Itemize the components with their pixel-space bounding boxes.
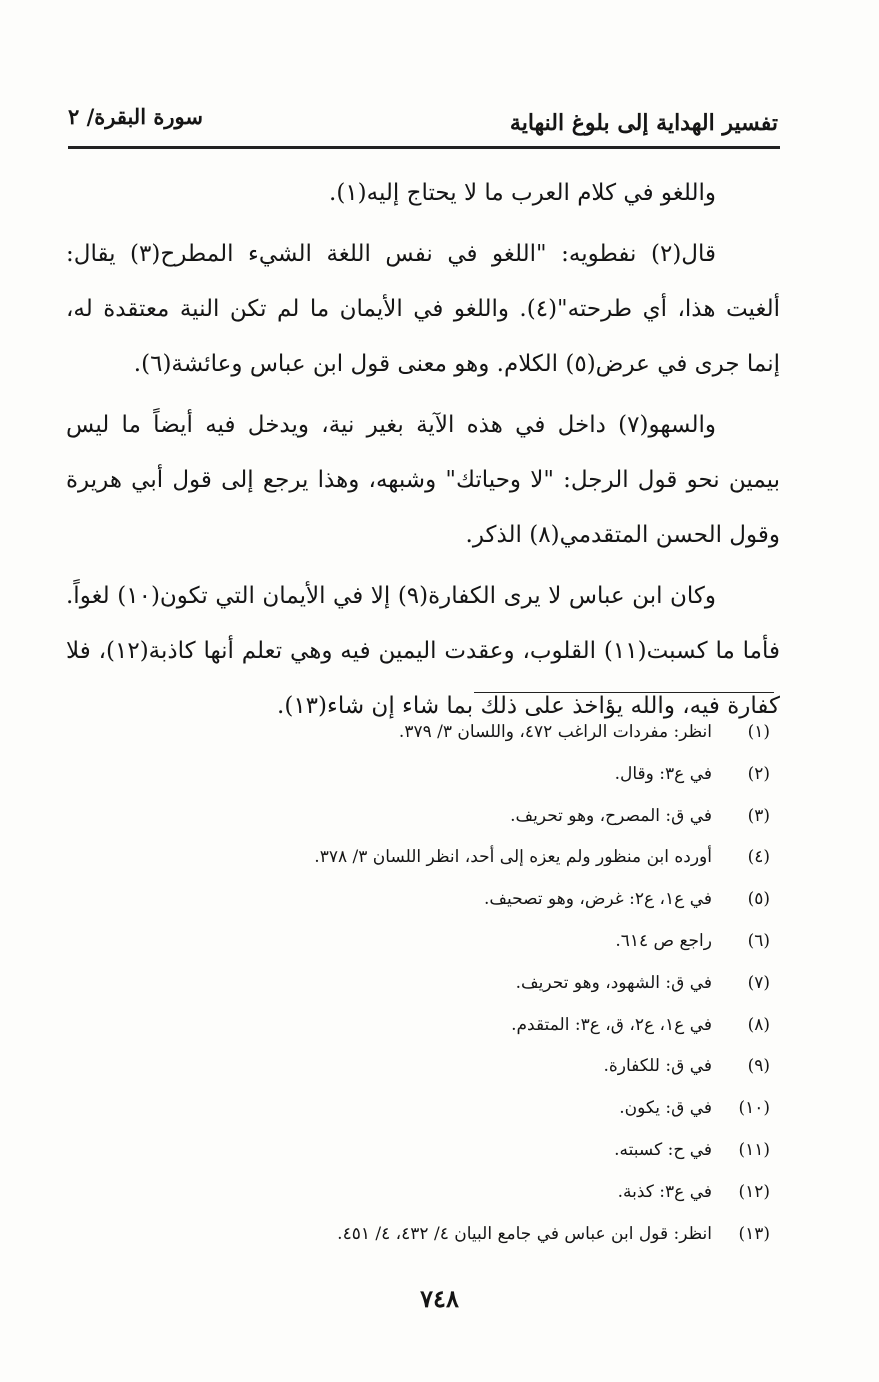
footnote-text: في ح: كسبته. bbox=[614, 1139, 712, 1160]
paragraph: قال(٢) نفطويه: "اللغو في نفس اللغة الشيء المطرح(٣) يقال: ألغيت هذا، أي طرحته"(٤). واللغو في الأيمان ما لم تكن النية معتقدة له، إنما جرى في عرض(٥) الكلام. وهو معنى قول ابن عباس وعائشة(٦). bbox=[66, 241, 780, 377]
footnote-item bbox=[240, 801, 770, 843]
footnote-number: (١٠) bbox=[738, 1098, 770, 1119]
footnote-text: أورده ابن منظور ولم يعزه إلى أحد، انظر اللسان ٣/ ٣٧٨. bbox=[314, 847, 712, 868]
footnote-item bbox=[240, 1219, 770, 1261]
page-number: ٧٤٨ bbox=[420, 1284, 459, 1313]
footnote-text: انظر: مفردات الراغب ٤٧٢، واللسان ٣/ ٣٧٩. bbox=[398, 722, 712, 742]
footnote-number: (١٢) bbox=[738, 1181, 770, 1202]
footnote-item bbox=[240, 1051, 770, 1093]
footnote-item bbox=[240, 1135, 770, 1177]
footnote-text: في ع١، ع٢: غرض، وهو تصحيف. bbox=[484, 889, 712, 910]
footnote-number: (٩) bbox=[747, 1056, 770, 1077]
footnote-item bbox=[240, 717, 770, 759]
footnote-text: راجع ص ٦١٤. bbox=[615, 930, 712, 951]
surah-label: سورة البقرة/ ٢ bbox=[68, 104, 203, 129]
footnote-text: في ع٣: كذبة. bbox=[617, 1181, 712, 1202]
footnote-divider bbox=[474, 692, 774, 693]
main-text bbox=[66, 166, 780, 740]
footnote-text: في ع٣: وقال. bbox=[614, 763, 712, 784]
footnote-number: (١) bbox=[747, 722, 770, 742]
footnote-text: انظر: قول ابن عباس في جامع البيان ٤/ ٤٣٢، ٤/ ٤٥١. bbox=[337, 1223, 712, 1244]
footnote-number: (٢) bbox=[747, 763, 770, 784]
footnote-text: في ق: الشهود، وهو تحريف. bbox=[515, 972, 712, 993]
paragraph: والسهو(٧) داخل في هذه الآية بغير نية، ويدخل فيه أيضاً ما ليس بيمين نحو قول الرجل: "لا وحياتك" وشبهه، وهذا يرجع إلى قول أبي هريرة وقول الحسن المتقدمي(٨) الذكر. bbox=[66, 412, 780, 548]
footnote-item bbox=[240, 926, 770, 968]
footnote-item bbox=[240, 1177, 770, 1219]
footnote-item bbox=[240, 842, 770, 884]
footnote-item bbox=[240, 759, 770, 801]
book-title: تفسير الهداية إلى بلوغ النهاية bbox=[509, 110, 778, 136]
footnote-number: (٥) bbox=[747, 889, 770, 910]
page-header bbox=[68, 100, 778, 144]
footnotes-list bbox=[240, 717, 770, 1260]
footnote-number: (٤) bbox=[747, 847, 770, 868]
footnote-text: في ق: المصرح، وهو تحريف. bbox=[510, 805, 712, 826]
footnote-number: (٣) bbox=[747, 805, 770, 826]
footnote-number: (١١) bbox=[738, 1139, 770, 1160]
footnote-text: في ق: يكون. bbox=[619, 1098, 712, 1119]
footnote-number: (١٣) bbox=[738, 1223, 770, 1244]
paragraph: وكان ابن عباس لا يرى الكفارة(٩) إلا في الأيمان التي تكون(١٠) لغواً. فأما ما كسبت(١١) القلوب، وعقدت اليمين فيه وهي تعلم أنها كاذبة(١٢)، فلا كفارة فيه، والله يؤاخذ على ذلك بما شاء إن شاء(١٣). bbox=[66, 583, 780, 719]
footnote-number: (٧) bbox=[747, 972, 770, 993]
footnote-number: (٨) bbox=[747, 1014, 770, 1035]
footnote-number: (٦) bbox=[747, 930, 770, 951]
footnote-item bbox=[240, 968, 770, 1010]
header-divider bbox=[68, 146, 780, 149]
paragraph: واللغو في كلام العرب ما لا يحتاج إليه(١). bbox=[329, 180, 716, 206]
footnote-item bbox=[240, 884, 770, 926]
footnote-item bbox=[240, 1010, 770, 1052]
footnote-text: في ع١، ع٢، ق، ع٣: المتقدم. bbox=[511, 1014, 712, 1035]
footnote-item bbox=[240, 1093, 770, 1135]
footnote-text: في ق: للكفارة. bbox=[603, 1056, 712, 1077]
